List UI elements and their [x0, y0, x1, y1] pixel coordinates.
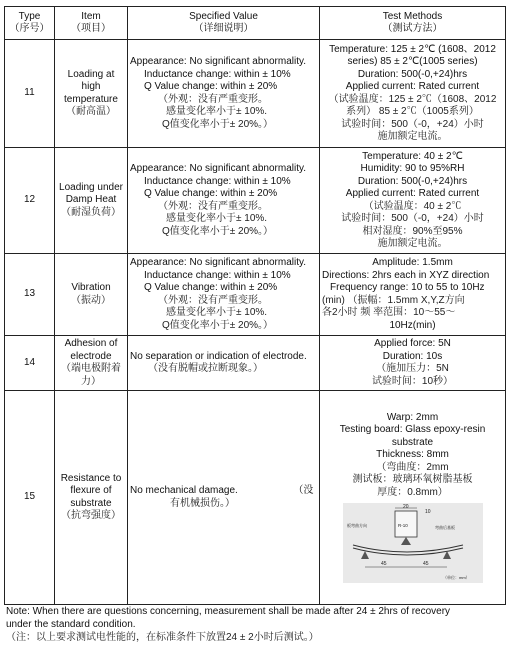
spec-cell: Appearance: No significant abnormality. Inductance change: within ± 10% Q Value change: within ± 20% （外观：没有严重变形。 感量变化率小于± 10%. Q值变化率小于± 20%。）	[128, 254, 320, 336]
table-row	[5, 391, 506, 605]
note-cn: （注：以上要求测试电性能的，在标准条件下放置24 ± 2小时后测试。）	[6, 632, 319, 643]
table-row	[5, 336, 506, 391]
test-method-cell: Warp: 2mm Testing board: Glass epoxy-resin substrate Thickness: 8mm （弯曲度：2mm 测试板：玻璃环氧树脂基板 厚度：0.8mm） 20 10 R-10 45 45 板弯曲方向 弯曲后基板 （单位：mm）	[320, 391, 506, 605]
flexure-test-diagram	[343, 503, 483, 583]
type-number: 14	[5, 336, 55, 391]
test-method-cell: Temperature: 125 ± 2℃ (1608、2012 series) 85 ± 2℃(1005 series) Duration: 500(-0,+24)hrs Applied current: Rated current （试验温度：125 ± 2℃（1608、2012 系列） 85 ± 2℃（1005系列） 试验时间：500（-0，+24）小时 施加额定电流。	[320, 40, 506, 148]
table-row	[5, 254, 506, 336]
footnote	[6, 605, 506, 644]
dim-radius-label: R-10	[397, 523, 408, 529]
table-row	[5, 40, 506, 148]
label-bent-board: 弯曲后基板	[434, 525, 455, 531]
test-method-cell: Amplitude: 1.5mm Directions: 2hrs each in XYZ direction Frequency range: 10 to 55 to 10Hz (min) （振幅：1.5mm X,Y,Z方向 各2小时 频 率范围：10～55～ 10Hz(min)	[320, 254, 506, 336]
type-number: 12	[5, 148, 55, 254]
dim-side-label: 10	[424, 509, 431, 516]
test-method-cell: Temperature: 40 ± 2℃ Humidity: 90 to 95%RH Duration: 500(-0,+24)hrs Applied current: Rated current （试验温度：40 ± 2℃ 试验时间：500（-0，+24）小时 相对湿度：90%至95% 施加额定电流。	[320, 148, 506, 254]
header-type: Type （序号）	[5, 7, 55, 40]
reliability-table	[4, 6, 506, 605]
label-bend-direction: 板弯曲方向	[346, 523, 367, 529]
table-row	[5, 148, 506, 254]
header-test-methods: Test Methods （测试方法）	[320, 7, 506, 40]
dim-left-label: 45	[380, 561, 387, 568]
table-header-row	[5, 7, 506, 40]
spec-cell: Appearance: No significant abnormality. Inductance change: within ± 10% Q Value change: within ± 20% （外观：没有严重变形。 感量变化率小于± 10%. Q值变化率小于± 20%。）	[128, 148, 320, 254]
note-en-line-1: Note: When there are questions concerning, measurement shall be made after 24 ± 2hrs of recovery	[6, 606, 451, 617]
item-cell: Vibration （振动）	[55, 254, 128, 336]
header-specified-value: Specified Value （详细说明）	[128, 7, 320, 40]
header-item: Item （项目）	[55, 7, 128, 40]
item-cell: Resistance to flexure of substrate （抗弯强度）	[55, 391, 128, 605]
unit-label: （单位：mm）	[442, 575, 470, 581]
dim-top-label: 20	[402, 504, 409, 511]
note-en-line-2: under the standard condition.	[6, 619, 136, 630]
type-number: 15	[5, 391, 55, 605]
item-cell: Loading under Damp Heat （耐湿负荷）	[55, 148, 128, 254]
item-cell: Adhesion of electrode （端电极附着 力）	[55, 336, 128, 391]
test-method-cell: Applied force: 5N Duration: 10s （施加压力：5N 试验时间：10秒）	[320, 336, 506, 391]
spec-cell: Appearance: No significant abnormality. Inductance change: within ± 10% Q Value change: within ± 20% （外观：没有严重变形。 感量变化率小于± 10%. Q值变化率小于± 20%。）	[128, 40, 320, 148]
item-cell: Loading at high temperature （耐高温）	[55, 40, 128, 148]
spec-cell: No separation or indication of electrode. （没有脱帽或拉断现象。）	[128, 336, 320, 391]
type-number: 13	[5, 254, 55, 336]
type-number: 11	[5, 40, 55, 148]
spec-cell: No mechanical damage. （没 有机械损伤。）	[128, 391, 320, 605]
dim-right-label: 45	[422, 561, 429, 568]
